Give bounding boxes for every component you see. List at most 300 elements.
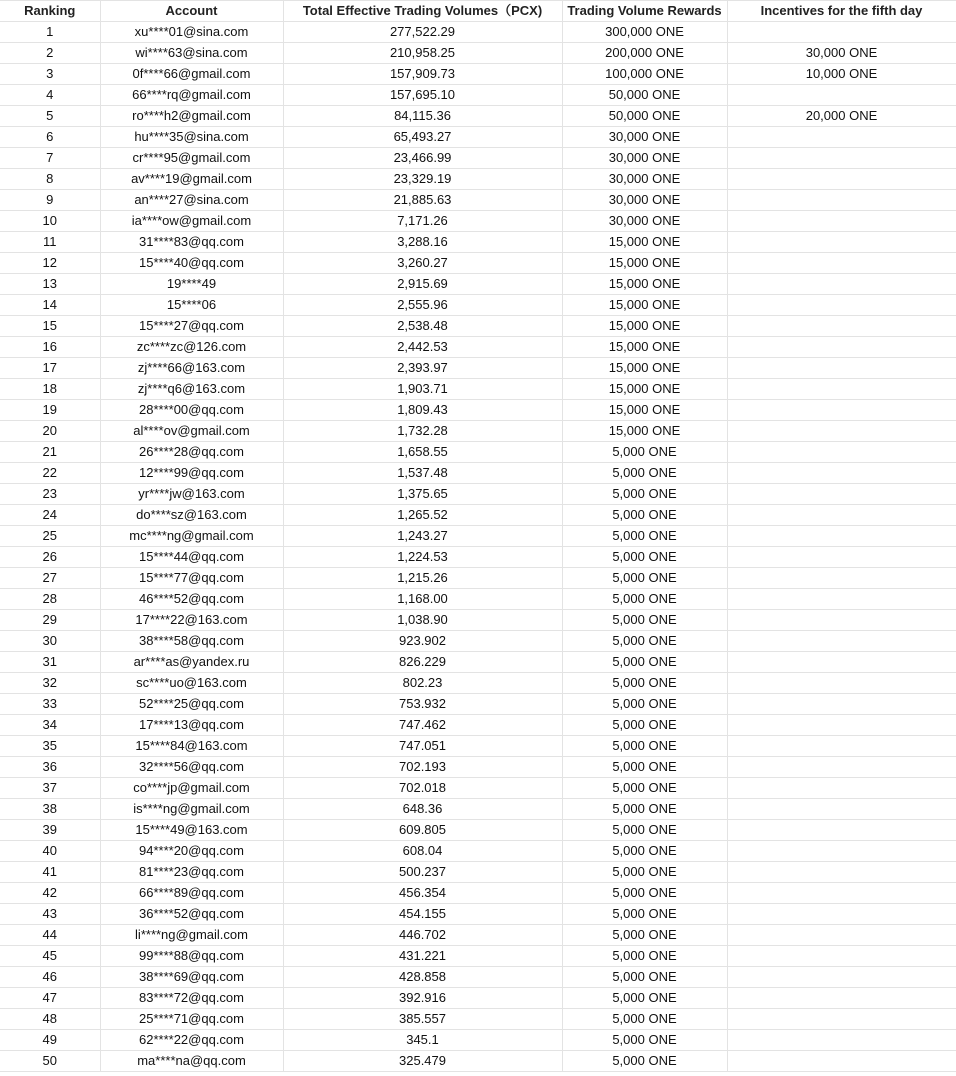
cell-account: 32****56@qq.com [100, 757, 283, 778]
cell-volume-reward: 5,000 ONE [562, 757, 727, 778]
cell-volume-reward: 5,000 ONE [562, 694, 727, 715]
cell-total-volume: 702.018 [283, 778, 562, 799]
table-row [0, 337, 956, 358]
cell-fifth-day-incentive [727, 1030, 956, 1051]
cell-ranking: 42 [0, 883, 100, 904]
cell-ranking: 1 [0, 22, 100, 43]
table-row [0, 442, 956, 463]
table-row [0, 148, 956, 169]
cell-total-volume: 1,243.27 [283, 526, 562, 547]
cell-ranking: 21 [0, 442, 100, 463]
header-fifth-day-incentives: Incentives for the fifth day [727, 1, 956, 22]
cell-volume-reward: 15,000 ONE [562, 295, 727, 316]
cell-account: 52****25@qq.com [100, 694, 283, 715]
cell-fifth-day-incentive [727, 610, 956, 631]
table-row [0, 85, 956, 106]
cell-account: 99****88@qq.com [100, 946, 283, 967]
cell-fifth-day-incentive [727, 652, 956, 673]
cell-volume-reward: 15,000 ONE [562, 358, 727, 379]
table-header [0, 1, 956, 22]
cell-total-volume: 3,260.27 [283, 253, 562, 274]
cell-volume-reward: 5,000 ONE [562, 715, 727, 736]
cell-total-volume: 325.479 [283, 1051, 562, 1072]
cell-total-volume: 446.702 [283, 925, 562, 946]
cell-total-volume: 385.557 [283, 1009, 562, 1030]
cell-account: 38****69@qq.com [100, 967, 283, 988]
table-row [0, 799, 956, 820]
cell-account: 15****06 [100, 295, 283, 316]
cell-total-volume: 1,168.00 [283, 589, 562, 610]
cell-account: 31****83@qq.com [100, 232, 283, 253]
cell-account: 17****22@163.com [100, 610, 283, 631]
cell-account: 15****40@qq.com [100, 253, 283, 274]
cell-ranking: 6 [0, 127, 100, 148]
table-row [0, 1009, 956, 1030]
cell-ranking: 7 [0, 148, 100, 169]
cell-fifth-day-incentive [727, 841, 956, 862]
table-row [0, 22, 956, 43]
table-row [0, 568, 956, 589]
cell-ranking: 20 [0, 421, 100, 442]
cell-fifth-day-incentive [727, 736, 956, 757]
cell-account: ar****as@yandex.ru [100, 652, 283, 673]
cell-total-volume: 431.221 [283, 946, 562, 967]
cell-volume-reward: 5,000 ONE [562, 925, 727, 946]
cell-fifth-day-incentive [727, 673, 956, 694]
cell-total-volume: 747.051 [283, 736, 562, 757]
cell-account: 17****13@qq.com [100, 715, 283, 736]
cell-fifth-day-incentive: 20,000 ONE [727, 106, 956, 127]
cell-volume-reward: 5,000 ONE [562, 631, 727, 652]
cell-volume-reward: 5,000 ONE [562, 1009, 727, 1030]
cell-account: 15****77@qq.com [100, 568, 283, 589]
cell-total-volume: 7,171.26 [283, 211, 562, 232]
cell-ranking: 4 [0, 85, 100, 106]
cell-total-volume: 392.916 [283, 988, 562, 1009]
cell-ranking: 39 [0, 820, 100, 841]
cell-ranking: 19 [0, 400, 100, 421]
cell-ranking: 43 [0, 904, 100, 925]
table-row [0, 463, 956, 484]
cell-fifth-day-incentive [727, 694, 956, 715]
table-row [0, 757, 956, 778]
table-row [0, 652, 956, 673]
cell-ranking: 9 [0, 190, 100, 211]
cell-account: ma****na@qq.com [100, 1051, 283, 1072]
cell-ranking: 12 [0, 253, 100, 274]
cell-volume-reward: 50,000 ONE [562, 106, 727, 127]
cell-volume-reward: 15,000 ONE [562, 400, 727, 421]
cell-total-volume: 157,909.73 [283, 64, 562, 85]
cell-ranking: 41 [0, 862, 100, 883]
cell-ranking: 3 [0, 64, 100, 85]
cell-total-volume: 428.858 [283, 967, 562, 988]
table-row [0, 673, 956, 694]
cell-total-volume: 277,522.29 [283, 22, 562, 43]
table-row [0, 589, 956, 610]
cell-fifth-day-incentive [727, 967, 956, 988]
cell-volume-reward: 5,000 ONE [562, 883, 727, 904]
cell-total-volume: 648.36 [283, 799, 562, 820]
cell-account: 66****rq@gmail.com [100, 85, 283, 106]
cell-fifth-day-incentive [727, 946, 956, 967]
cell-ranking: 36 [0, 757, 100, 778]
cell-volume-reward: 5,000 ONE [562, 841, 727, 862]
cell-account: 36****52@qq.com [100, 904, 283, 925]
cell-ranking: 14 [0, 295, 100, 316]
cell-fifth-day-incentive [727, 169, 956, 190]
cell-ranking: 25 [0, 526, 100, 547]
cell-ranking: 2 [0, 43, 100, 64]
table-row [0, 421, 956, 442]
cell-account: 46****52@qq.com [100, 589, 283, 610]
cell-total-volume: 1,732.28 [283, 421, 562, 442]
cell-volume-reward: 30,000 ONE [562, 211, 727, 232]
cell-account: zj****q6@163.com [100, 379, 283, 400]
cell-volume-reward: 5,000 ONE [562, 547, 727, 568]
cell-volume-reward: 100,000 ONE [562, 64, 727, 85]
cell-ranking: 31 [0, 652, 100, 673]
cell-fifth-day-incentive [727, 1051, 956, 1072]
cell-fifth-day-incentive [727, 295, 956, 316]
cell-account: 25****71@qq.com [100, 1009, 283, 1030]
cell-ranking: 46 [0, 967, 100, 988]
table-row [0, 526, 956, 547]
cell-fifth-day-incentive [727, 400, 956, 421]
table-row [0, 316, 956, 337]
cell-account: 38****58@qq.com [100, 631, 283, 652]
cell-fifth-day-incentive [727, 463, 956, 484]
table-row [0, 1051, 956, 1072]
cell-volume-reward: 15,000 ONE [562, 274, 727, 295]
table-row [0, 862, 956, 883]
cell-account: 15****49@163.com [100, 820, 283, 841]
cell-ranking: 45 [0, 946, 100, 967]
cell-account: ia****ow@gmail.com [100, 211, 283, 232]
cell-total-volume: 456.354 [283, 883, 562, 904]
cell-account: hu****35@sina.com [100, 127, 283, 148]
cell-account: wi****63@sina.com [100, 43, 283, 64]
cell-account: co****jp@gmail.com [100, 778, 283, 799]
cell-total-volume: 23,329.19 [283, 169, 562, 190]
table-row [0, 358, 956, 379]
table-row [0, 106, 956, 127]
cell-account: 15****27@qq.com [100, 316, 283, 337]
cell-fifth-day-incentive [727, 85, 956, 106]
cell-account: an****27@sina.com [100, 190, 283, 211]
cell-fifth-day-incentive: 30,000 ONE [727, 43, 956, 64]
cell-account: 12****99@qq.com [100, 463, 283, 484]
cell-fifth-day-incentive [727, 904, 956, 925]
cell-volume-reward: 5,000 ONE [562, 442, 727, 463]
cell-volume-reward: 15,000 ONE [562, 379, 727, 400]
cell-volume-reward: 30,000 ONE [562, 148, 727, 169]
cell-fifth-day-incentive [727, 379, 956, 400]
cell-total-volume: 753.932 [283, 694, 562, 715]
cell-fifth-day-incentive [727, 589, 956, 610]
cell-total-volume: 826.229 [283, 652, 562, 673]
cell-volume-reward: 200,000 ONE [562, 43, 727, 64]
cell-volume-reward: 30,000 ONE [562, 127, 727, 148]
header-row [0, 1, 956, 22]
cell-total-volume: 1,537.48 [283, 463, 562, 484]
cell-total-volume: 1,038.90 [283, 610, 562, 631]
cell-ranking: 5 [0, 106, 100, 127]
cell-fifth-day-incentive [727, 568, 956, 589]
table-row [0, 946, 956, 967]
cell-ranking: 48 [0, 1009, 100, 1030]
cell-total-volume: 747.462 [283, 715, 562, 736]
cell-total-volume: 1,215.26 [283, 568, 562, 589]
cell-volume-reward: 5,000 ONE [562, 946, 727, 967]
cell-fifth-day-incentive [727, 337, 956, 358]
table-row [0, 64, 956, 85]
cell-fifth-day-incentive [727, 211, 956, 232]
cell-total-volume: 1,809.43 [283, 400, 562, 421]
table-row [0, 610, 956, 631]
cell-fifth-day-incentive [727, 799, 956, 820]
cell-fifth-day-incentive [727, 358, 956, 379]
table-row [0, 127, 956, 148]
cell-ranking: 50 [0, 1051, 100, 1072]
cell-account: 83****72@qq.com [100, 988, 283, 1009]
table-row [0, 967, 956, 988]
table-row [0, 715, 956, 736]
cell-fifth-day-incentive [727, 988, 956, 1009]
cell-total-volume: 2,538.48 [283, 316, 562, 337]
table-row [0, 484, 956, 505]
cell-account: li****ng@gmail.com [100, 925, 283, 946]
cell-ranking: 15 [0, 316, 100, 337]
cell-account: 81****23@qq.com [100, 862, 283, 883]
cell-volume-reward: 30,000 ONE [562, 169, 727, 190]
cell-ranking: 44 [0, 925, 100, 946]
cell-volume-reward: 5,000 ONE [562, 904, 727, 925]
cell-ranking: 38 [0, 799, 100, 820]
cell-volume-reward: 5,000 ONE [562, 1051, 727, 1072]
cell-account: 28****00@qq.com [100, 400, 283, 421]
table-row [0, 169, 956, 190]
cell-ranking: 11 [0, 232, 100, 253]
cell-total-volume: 1,658.55 [283, 442, 562, 463]
table-row [0, 694, 956, 715]
cell-account: ro****h2@gmail.com [100, 106, 283, 127]
cell-fifth-day-incentive [727, 715, 956, 736]
cell-ranking: 22 [0, 463, 100, 484]
cell-fifth-day-incentive [727, 484, 956, 505]
cell-account: 15****84@163.com [100, 736, 283, 757]
cell-total-volume: 345.1 [283, 1030, 562, 1051]
cell-volume-reward: 15,000 ONE [562, 421, 727, 442]
cell-account: zj****66@163.com [100, 358, 283, 379]
cell-account: mc****ng@gmail.com [100, 526, 283, 547]
cell-total-volume: 454.155 [283, 904, 562, 925]
cell-total-volume: 1,375.65 [283, 484, 562, 505]
cell-ranking: 27 [0, 568, 100, 589]
cell-account: al****ov@gmail.com [100, 421, 283, 442]
cell-fifth-day-incentive [727, 925, 956, 946]
cell-ranking: 24 [0, 505, 100, 526]
cell-volume-reward: 15,000 ONE [562, 337, 727, 358]
cell-total-volume: 157,695.10 [283, 85, 562, 106]
table-row [0, 43, 956, 64]
table-row [0, 295, 956, 316]
header-account: Account [100, 1, 283, 22]
cell-fifth-day-incentive [727, 421, 956, 442]
cell-account: do****sz@163.com [100, 505, 283, 526]
cell-fifth-day-incentive [727, 232, 956, 253]
cell-fifth-day-incentive [727, 442, 956, 463]
cell-ranking: 30 [0, 631, 100, 652]
cell-volume-reward: 5,000 ONE [562, 463, 727, 484]
cell-fifth-day-incentive [727, 757, 956, 778]
cell-account: is****ng@gmail.com [100, 799, 283, 820]
cell-total-volume: 1,224.53 [283, 547, 562, 568]
cell-account: 26****28@qq.com [100, 442, 283, 463]
cell-ranking: 8 [0, 169, 100, 190]
cell-fifth-day-incentive [727, 253, 956, 274]
cell-fifth-day-incentive [727, 862, 956, 883]
table-row [0, 274, 956, 295]
cell-volume-reward: 5,000 ONE [562, 967, 727, 988]
table-row [0, 253, 956, 274]
cell-volume-reward: 5,000 ONE [562, 988, 727, 1009]
cell-account: 0f****66@gmail.com [100, 64, 283, 85]
cell-total-volume: 608.04 [283, 841, 562, 862]
cell-volume-reward: 5,000 ONE [562, 526, 727, 547]
cell-volume-reward: 5,000 ONE [562, 610, 727, 631]
cell-account: cr****95@gmail.com [100, 148, 283, 169]
cell-volume-reward: 30,000 ONE [562, 190, 727, 211]
cell-volume-reward: 5,000 ONE [562, 1030, 727, 1051]
cell-volume-reward: 5,000 ONE [562, 778, 727, 799]
cell-account: yr****jw@163.com [100, 484, 283, 505]
table-row [0, 505, 956, 526]
table-row [0, 232, 956, 253]
table-row [0, 883, 956, 904]
cell-ranking: 49 [0, 1030, 100, 1051]
cell-ranking: 16 [0, 337, 100, 358]
cell-account: 94****20@qq.com [100, 841, 283, 862]
cell-fifth-day-incentive [727, 820, 956, 841]
cell-volume-reward: 5,000 ONE [562, 505, 727, 526]
table-row [0, 988, 956, 1009]
cell-fifth-day-incentive [727, 883, 956, 904]
cell-fifth-day-incentive [727, 631, 956, 652]
cell-total-volume: 210,958.25 [283, 43, 562, 64]
table-row [0, 190, 956, 211]
header-volume-rewards: Trading Volume Rewards [562, 1, 727, 22]
cell-account: xu****01@sina.com [100, 22, 283, 43]
cell-ranking: 37 [0, 778, 100, 799]
table-row [0, 211, 956, 232]
header-total-volume: Total Effective Trading Volumes（PCX) [283, 1, 562, 22]
cell-ranking: 40 [0, 841, 100, 862]
cell-total-volume: 2,915.69 [283, 274, 562, 295]
cell-total-volume: 2,555.96 [283, 295, 562, 316]
table-row [0, 400, 956, 421]
cell-total-volume: 923.902 [283, 631, 562, 652]
cell-fifth-day-incentive [727, 778, 956, 799]
header-ranking: Ranking [0, 1, 100, 22]
cell-ranking: 10 [0, 211, 100, 232]
table-row [0, 820, 956, 841]
table-row [0, 547, 956, 568]
cell-total-volume: 65,493.27 [283, 127, 562, 148]
cell-volume-reward: 5,000 ONE [562, 589, 727, 610]
cell-total-volume: 3,288.16 [283, 232, 562, 253]
cell-total-volume: 23,466.99 [283, 148, 562, 169]
cell-fifth-day-incentive [727, 316, 956, 337]
table-row [0, 925, 956, 946]
cell-ranking: 23 [0, 484, 100, 505]
cell-volume-reward: 50,000 ONE [562, 85, 727, 106]
cell-ranking: 28 [0, 589, 100, 610]
cell-fifth-day-incentive [727, 148, 956, 169]
cell-ranking: 47 [0, 988, 100, 1009]
cell-total-volume: 84,115.36 [283, 106, 562, 127]
cell-ranking: 18 [0, 379, 100, 400]
cell-account: 66****89@qq.com [100, 883, 283, 904]
cell-fifth-day-incentive [727, 22, 956, 43]
cell-total-volume: 1,903.71 [283, 379, 562, 400]
table-row [0, 778, 956, 799]
cell-fifth-day-incentive [727, 547, 956, 568]
cell-ranking: 13 [0, 274, 100, 295]
table-row [0, 379, 956, 400]
cell-volume-reward: 5,000 ONE [562, 568, 727, 589]
cell-ranking: 33 [0, 694, 100, 715]
table-row [0, 841, 956, 862]
cell-fifth-day-incentive [727, 274, 956, 295]
cell-ranking: 29 [0, 610, 100, 631]
cell-volume-reward: 5,000 ONE [562, 673, 727, 694]
cell-volume-reward: 5,000 ONE [562, 862, 727, 883]
cell-total-volume: 802.23 [283, 673, 562, 694]
cell-fifth-day-incentive [727, 1009, 956, 1030]
cell-ranking: 34 [0, 715, 100, 736]
cell-total-volume: 1,265.52 [283, 505, 562, 526]
cell-fifth-day-incentive [727, 127, 956, 148]
cell-total-volume: 2,442.53 [283, 337, 562, 358]
table-body [0, 22, 956, 1072]
cell-account: 62****22@qq.com [100, 1030, 283, 1051]
cell-account: sc****uo@163.com [100, 673, 283, 694]
cell-volume-reward: 5,000 ONE [562, 652, 727, 673]
cell-ranking: 32 [0, 673, 100, 694]
cell-fifth-day-incentive [727, 505, 956, 526]
cell-volume-reward: 5,000 ONE [562, 820, 727, 841]
cell-volume-reward: 5,000 ONE [562, 736, 727, 757]
cell-volume-reward: 15,000 ONE [562, 316, 727, 337]
cell-fifth-day-incentive [727, 190, 956, 211]
cell-total-volume: 500.237 [283, 862, 562, 883]
cell-volume-reward: 5,000 ONE [562, 799, 727, 820]
cell-volume-reward: 15,000 ONE [562, 232, 727, 253]
table-row [0, 1030, 956, 1051]
cell-total-volume: 702.193 [283, 757, 562, 778]
table-row [0, 736, 956, 757]
cell-total-volume: 21,885.63 [283, 190, 562, 211]
cell-account: 15****44@qq.com [100, 547, 283, 568]
cell-ranking: 17 [0, 358, 100, 379]
cell-volume-reward: 5,000 ONE [562, 484, 727, 505]
cell-account: av****19@gmail.com [100, 169, 283, 190]
cell-account: 19****49 [100, 274, 283, 295]
cell-total-volume: 2,393.97 [283, 358, 562, 379]
cell-account: zc****zc@126.com [100, 337, 283, 358]
table-row [0, 904, 956, 925]
